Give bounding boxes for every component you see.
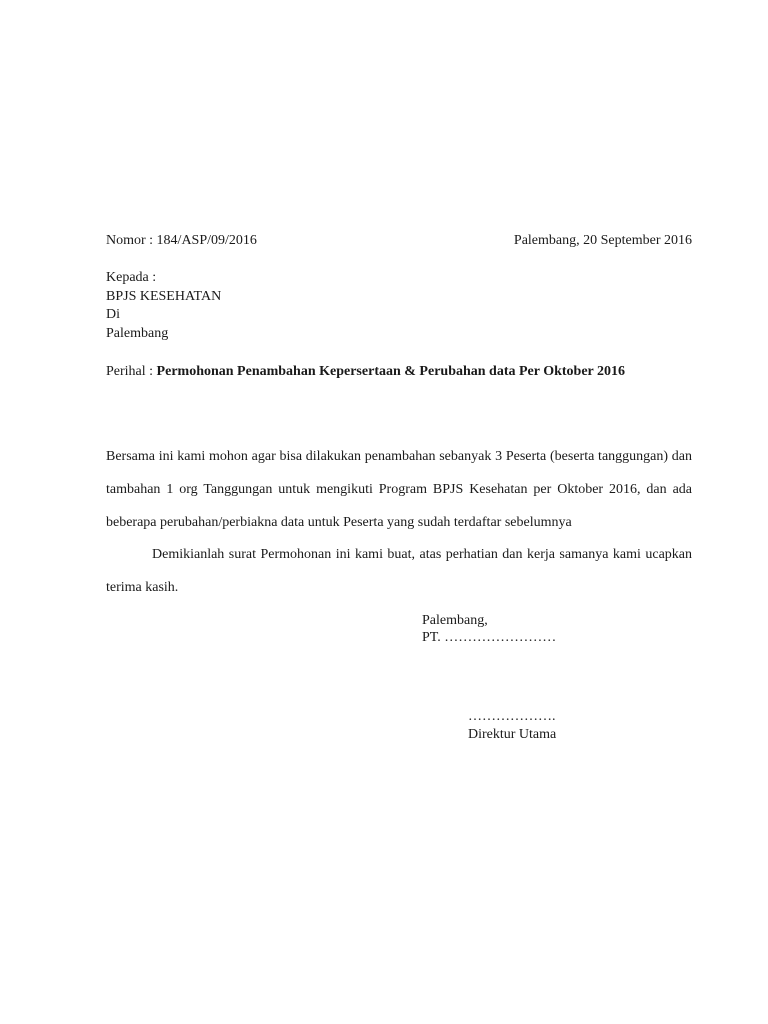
closing-block — [422, 612, 556, 646]
closing-place: Palembang, — [422, 613, 488, 628]
signer-block — [468, 708, 556, 744]
letter-number: Nomor : 184/ASP/09/2016 — [106, 233, 257, 248]
recipient-address — [106, 269, 221, 343]
letter-place-date: Palembang, 20 September 2016 — [513, 233, 692, 248]
perihal-label: Perihal : — [106, 364, 157, 379]
closing-company: PT. …………………… — [422, 630, 557, 645]
signer-title: Direktur Utama — [468, 727, 557, 742]
address-recipient: BPJS KESEHATAN — [106, 288, 222, 304]
address-di: Di — [106, 307, 120, 322]
body-paragraph-1: Bersama ini kami mohon agar bisa dilakukan penambahan sebanyak 3 Peserta (beserta tanggungan) dan tambahan 1 org Tanggungan untuk mengikuti Program BPJS Kesehatan per Oktober 2016, dan ada beberapa perubahan/perbiakna data untuk Peserta yang sudah terdaftar sebelumnya — [106, 449, 692, 530]
body-paragraph-2: Demikianlah surat Permohonan ini kami buat, atas perhatian dan kerja samanya kami ucapkan terima kasih. — [106, 547, 692, 595]
address-kepada: Kepada : — [106, 270, 157, 285]
signature-line: ………………. — [468, 709, 556, 724]
address-city: Palembang — [106, 325, 169, 341]
perihal-subject: Permohonan Penambahan Kepersertaan & Perubahan data Per Oktober 2016 — [156, 364, 626, 379]
letter-subject — [106, 363, 625, 381]
